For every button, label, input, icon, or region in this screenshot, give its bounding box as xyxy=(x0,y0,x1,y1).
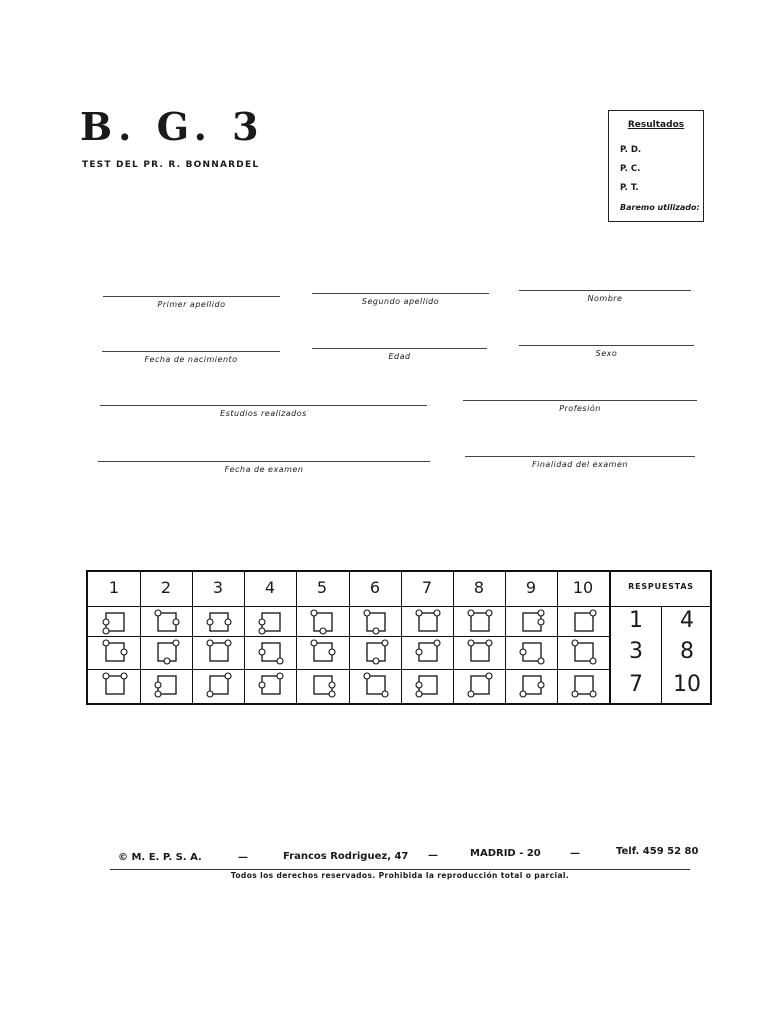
column-number: 2 xyxy=(160,578,172,597)
result-pc: P. C. xyxy=(620,164,641,174)
figure-icon xyxy=(309,671,337,699)
field-fecha-examen[interactable] xyxy=(98,461,430,474)
figure-icon xyxy=(414,608,442,636)
result-pt: P. T. xyxy=(620,183,639,193)
result-baremo: Baremo utilizado: xyxy=(620,203,700,212)
figure-icon xyxy=(309,638,337,666)
figure-icon xyxy=(101,638,129,666)
address: Francos Rodriguez, 47 xyxy=(283,851,409,862)
field-label: Estudios realizados xyxy=(220,409,307,418)
figure-icon xyxy=(153,671,181,699)
figure-icon xyxy=(518,671,546,699)
column-number: 10 xyxy=(572,578,594,597)
answer-cell: 1 xyxy=(629,608,643,633)
figure-icon xyxy=(466,608,494,636)
figure-icon xyxy=(205,638,233,666)
field-label: Fecha de nacimiento xyxy=(144,355,238,364)
separator-dash: — xyxy=(238,852,248,863)
field-label: Profesión xyxy=(559,404,601,413)
results-title: Resultados xyxy=(627,120,685,130)
field-label: Sexo xyxy=(595,349,618,358)
column-number: 7 xyxy=(421,578,433,597)
answer-cell: 7 xyxy=(629,672,643,697)
results-box xyxy=(608,110,704,222)
test-subtitle: TEST DEL PR. R. BONNARDEL xyxy=(82,160,260,170)
figure-icon xyxy=(205,671,233,699)
rights-notice: Todos los derechos reservados. Prohibida la reproducción total o parcial. xyxy=(230,871,570,880)
field-label: Nombre xyxy=(587,294,623,303)
figure-icon xyxy=(153,608,181,636)
figure-icon xyxy=(257,638,285,666)
phone: Telf. 459 52 80 xyxy=(616,846,699,857)
figure-icon xyxy=(362,671,390,699)
field-edad[interactable] xyxy=(312,348,487,361)
answers-header: RESPUESTAS xyxy=(628,582,694,591)
figure-icon xyxy=(570,608,598,636)
answer-cell: 8 xyxy=(680,639,694,664)
field-finalidad[interactable] xyxy=(465,456,695,469)
field-fecha-nacimiento[interactable] xyxy=(102,351,280,364)
footer-divider xyxy=(110,869,690,870)
figure-icon xyxy=(153,638,181,666)
answer-cell: 10 xyxy=(673,672,701,697)
figure-icon xyxy=(101,671,129,699)
figure-icon xyxy=(518,638,546,666)
figure-icon xyxy=(466,671,494,699)
column-number: 1 xyxy=(108,578,120,597)
field-label: Fecha de examen xyxy=(224,465,304,474)
figure-icon xyxy=(570,638,598,666)
figure-icon xyxy=(101,608,129,636)
figure-icon xyxy=(466,638,494,666)
column-number: 5 xyxy=(316,578,328,597)
column-number: 3 xyxy=(212,578,224,597)
column-number: 4 xyxy=(264,578,276,597)
answer-cell: 3 xyxy=(629,639,643,664)
copyright: © M. E. P. S. A. xyxy=(118,852,202,863)
column-number: 8 xyxy=(473,578,485,597)
figure-icon xyxy=(414,638,442,666)
figure-icon xyxy=(414,671,442,699)
figure-icon xyxy=(257,608,285,636)
field-primer-apellido[interactable] xyxy=(103,296,280,309)
test-title: B. G. 3 xyxy=(80,104,265,149)
column-number: 6 xyxy=(369,578,381,597)
figure-icon xyxy=(518,608,546,636)
field-estudios[interactable] xyxy=(100,405,427,418)
figure-icon xyxy=(309,608,337,636)
field-label: Primer apellido xyxy=(157,300,226,309)
answer-cell: 4 xyxy=(680,608,694,633)
field-nombre[interactable] xyxy=(519,290,691,303)
result-pd: P. D. xyxy=(620,145,642,155)
city: MADRID - 20 xyxy=(470,848,541,859)
column-number: 9 xyxy=(525,578,537,597)
field-label: Edad xyxy=(388,352,411,361)
figure-icon xyxy=(257,671,285,699)
separator-dash: — xyxy=(570,848,580,859)
figure-icon xyxy=(205,608,233,636)
figure-icon xyxy=(570,671,598,699)
test-table xyxy=(86,570,712,705)
figure-icon xyxy=(362,608,390,636)
separator-dash: — xyxy=(428,850,438,861)
figure-icon xyxy=(362,638,390,666)
field-sexo[interactable] xyxy=(519,345,694,358)
field-profesion[interactable] xyxy=(463,400,697,413)
field-segundo-apellido[interactable] xyxy=(312,293,489,306)
field-label: Segundo apellido xyxy=(361,297,440,306)
field-label: Finalidad del examen xyxy=(532,460,628,469)
